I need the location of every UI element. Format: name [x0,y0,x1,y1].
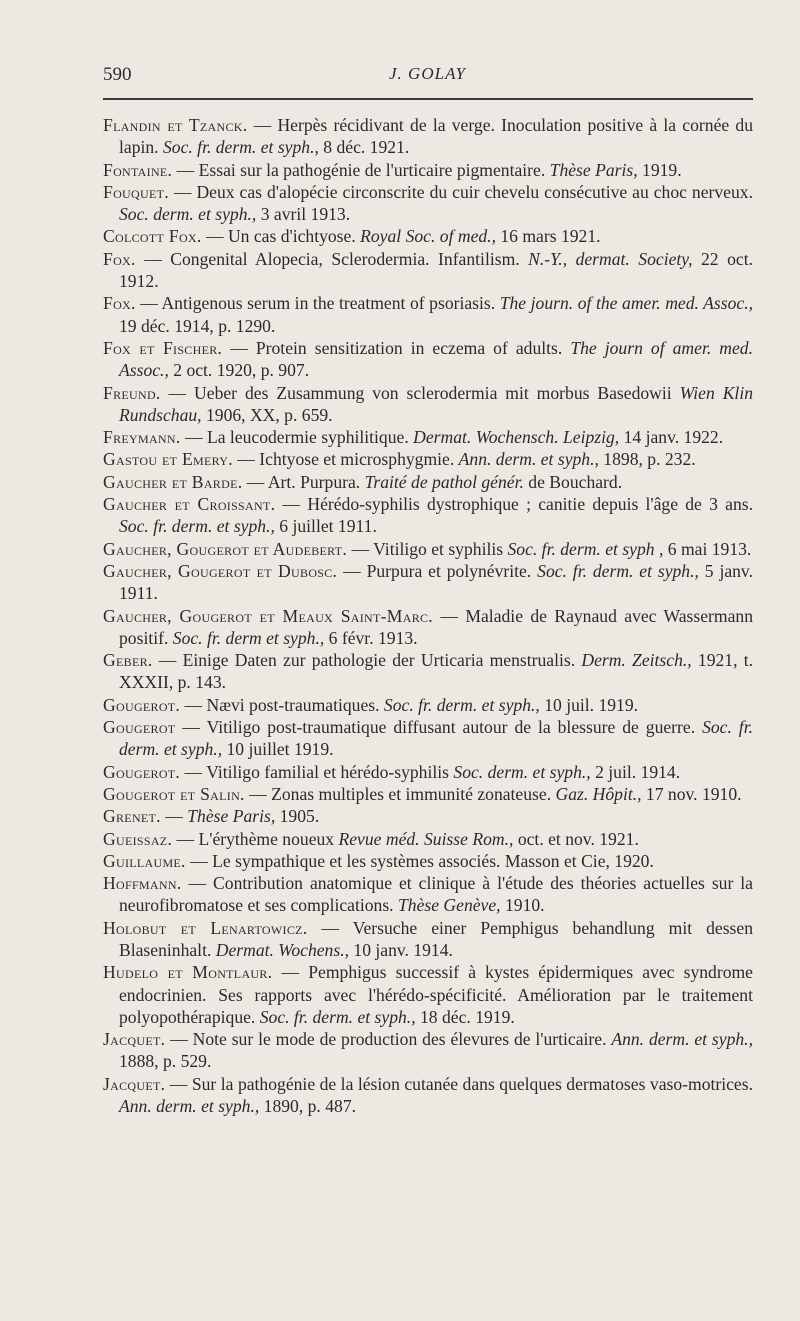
bibliography-entry [103,649,753,694]
entry-details: 17 nov. 1910. [641,783,742,804]
bibliography-entry [103,917,753,962]
entry-source: Gaz. Hôpit., [555,783,642,804]
entry-source: Soc. fr. derm. et syph. [162,137,315,158]
entry-title: — Vitiligo et syphilis [347,538,508,559]
entry-title: — Le sympathique et les systèmes associés. Masson et Cie, 1920. [185,850,654,871]
entry-author: Fouquet. [103,181,169,202]
bibliography-entry [103,181,753,226]
entry-title: — La leucodermie syphilitique. [180,427,414,448]
entry-author: Hudelo et Montlaur. [103,962,273,983]
entry-source: N.-Y., dermat. Society, [528,248,693,269]
entry-source: Soc. fr. derm. et syph., [119,717,753,760]
entry-author: Fox. [103,248,136,269]
entry-author: Gougerot et Salin. [103,783,245,804]
entry-source: Wien Klin Rundschau, [119,382,754,425]
entry-details: 1921, t. XXXII, p. 143. [119,650,753,693]
page-number: 590 [103,64,132,85]
entry-title: — Art. Purpura. [242,471,365,492]
bibliography-entry [103,382,753,427]
entry-source: Royal Soc. of med., [360,226,496,247]
entry-author: Gastou et Emery. [103,449,233,470]
entry-details: 3 avril 1913. [256,204,351,225]
entry-title: — Vitiligo familial et hérédo-syphilis [180,761,454,782]
header-rule [103,98,753,100]
entry-details: 6 juillet 1911. [274,516,377,537]
entry-details: 2 oct. 1920, p. 907. [168,360,310,381]
entry-title: — Purpura et polynévrite. [337,560,538,581]
entry-details: 22 oct. 1912. [119,248,753,292]
bibliography-entry [103,538,753,560]
entry-title: — Essai sur la pathogénie de l'urticaire pigmentaire. [172,159,550,180]
entry-details: 1910. [500,895,545,916]
bibliography-entry [103,426,753,448]
entry-title: — Maladie de Raynaud avec Wassermann positif. [119,605,753,648]
entry-title: — Pemphigus successif à kystes épidermiques avec syndrome endocrinien. Ses rapports avec l'hérédo-spécificité. Amélioration par le traitement polyopothérapique. [119,962,753,1027]
entry-title: — Zonas multiples et immunité zonateuse. [244,783,556,804]
entry-details: 10 janv. 1914. [349,939,453,960]
entry-title: — Congenital Alopecia, Sclerodermia. Infantilism. [135,248,529,269]
entry-source: Ann. derm. et syph., [611,1029,753,1050]
entry-author: Fox et Fischer. [103,337,223,358]
entry-title: — Ichtyose et microsphygmie. [232,449,459,470]
entry-details: 2 juil. 1914. [590,761,681,782]
bibliography-entry [103,1028,753,1073]
entry-author: Freund. [103,382,161,403]
entry-title: — Nævi post-traumatiques. [180,694,384,715]
entry-source: Thèse Genève, [397,895,501,916]
entry-details: 14 janv. 1922. [619,427,724,448]
entry-title: — Hérédo-syphilis dystrophique ; canitie depuis l'âge de 3 ans. [275,494,753,515]
entry-author: Gaucher, Gougerot et Meaux Saint-Marc. [103,605,434,626]
entry-source: Dermat. Wochensch. Leipzig, [413,427,620,448]
entry-details: 6 mai 1913. [663,538,752,559]
entry-author: Gougerot. [103,694,181,715]
bibliography-entry [103,828,753,850]
entry-source: Traité de pathol génér. [364,471,524,492]
entry-author: Gougerot [103,717,176,738]
entry-details: 5 janv. 1911. [119,560,753,604]
entry-author: Holobut et Lenartowicz. [103,917,308,938]
bibliography-entry [103,694,753,716]
bibliography-entry [103,805,753,827]
entry-source: The journ. of the amer. med. Assoc., [499,293,753,314]
entry-source: Ann. derm. et syph., [458,449,599,470]
entry-author: Grenet. [103,806,161,827]
entry-title: — Herpès récidivant de la verge. Inoculation positive à la cornée du lapin. [119,115,753,158]
entry-source: Soc. fr. derm. et syph., [119,516,275,537]
page-header [103,64,752,94]
entry-details: 1888, p. 529. [119,1051,212,1072]
entry-author: Gaucher et Barde. [103,471,243,492]
entry-source: Revue méd. Suisse Rom., [338,828,514,849]
entry-author: Geber. [103,650,153,671]
entry-source: Soc. derm. et syph., [453,761,591,782]
entry-title: — Protein sensitization in eczema of adults. [222,337,571,358]
entry-author: Flandin et Tzanck. [103,115,248,135]
entry-title: — Einige Daten zur pathologie der Urticaria menstrualis. [152,650,582,671]
entry-title: — Note sur le mode de production des élevures de l'urticaire. [165,1029,612,1050]
bibliography-entry [103,605,753,650]
entry-title: — Vitiligo post-traumatique diffusant autour de la blessure de guerre. [175,717,703,738]
entry-details: 1890, p. 487. [259,1096,357,1117]
bibliography-entry [103,1073,753,1118]
running-title: J. GOLAY [389,64,466,83]
entry-title: — L'érythème noueux [172,828,339,849]
bibliography-entry [103,761,753,783]
entry-title: — Un cas d'ichtyose. [201,226,361,247]
entry-title: — Deux cas d'alopécie circonscrite du cuir chevelu consécutive au choc nerveux. [168,181,753,202]
entry-source: Derm. Zeitsch., [581,650,692,671]
entry-details: 1906, XX, p. 659. [201,404,333,425]
entry-author: Fontaine. [103,159,173,180]
bibliography-entry [103,471,753,493]
entry-source: Thèse Paris, [549,159,638,180]
bibliography-entry [103,292,753,337]
entry-author: Gaucher, Gougerot et Audebert. [103,538,348,559]
entry-title: — Sur la pathogénie de la lésion cutanée dans quelques dermatoses vaso-motrices. [165,1073,753,1094]
entry-title: — Ueber des Zusammung von sclerodermia mit morbus Basedowii [160,382,680,403]
bibliography-entry [103,560,753,605]
entry-author: Jacquet. [103,1073,166,1094]
entry-details: 16 mars 1921. [495,226,601,247]
entry-source: Ann. derm. et syph., [119,1096,260,1117]
entry-author: Gaucher, Gougerot et Dubosc. [103,560,338,581]
entry-details: , 8 déc. 1921. [314,137,410,158]
entry-details: 6 févr. 1913. [324,627,418,648]
entry-author: Freymann. [103,427,181,448]
entry-details: 10 juil. 1919. [539,694,639,715]
bibliography-entry [103,114,753,159]
entry-source: Soc. fr. derm. et syph , [507,538,664,559]
bibliography-entry [103,783,753,805]
bibliography-entry [103,159,753,181]
bibliography-entry [103,448,753,470]
bibliography-entry [103,872,753,917]
bibliography-entry [103,248,753,293]
entry-details: 19 déc. 1914, p. 1290. [119,315,276,336]
entry-title: — [160,806,188,827]
entry-source: Soc. fr. derm. et syph., [259,1006,416,1027]
entry-author: Colcott Fox. [103,226,202,247]
entry-title: — Versuche einer Pemphigus behandlung mit dessen Blaseninhalt. [119,917,753,960]
entry-details: 1919. [637,159,682,180]
entry-source: Soc. fr. derm et syph., [172,627,325,648]
entry-author: Guillaume. [103,850,186,871]
entry-details: 10 juillet 1919. [222,739,334,760]
bibliography-entry [103,961,753,1028]
bibliography-entry [103,225,753,247]
bibliography-list [103,114,753,1117]
entry-details: 1905. [275,806,320,827]
entry-details: 18 déc. 1919. [415,1006,515,1027]
entry-author: Gueissaz. [103,828,173,849]
bibliography-entry [103,337,753,382]
entry-details: oct. et nov. 1921. [513,828,639,849]
bibliography-entry [103,716,753,761]
bibliography-entry [103,493,753,538]
entry-source: Thèse Paris, [187,806,276,827]
entry-author: Gaucher et Croissant. [103,494,276,515]
entry-author: Fox. [103,293,136,314]
entry-source: Soc. fr. derm. et syph., [537,560,699,581]
entry-author: Jacquet. [103,1029,166,1050]
entry-title: — Contribution anatomique et clinique à l'étude des théories actuelles sur la neurofibromatose et ses complications. [119,873,753,916]
entry-source: The journ of amer. med. Assoc., [119,337,753,381]
entry-details: de Bouchard. [523,471,623,492]
entry-source: Dermat. Wochens., [215,939,349,960]
entry-source: Soc. derm. et syph., [119,204,257,225]
entry-source: Soc. fr. derm. et syph., [383,694,540,715]
bibliography-entry [103,850,753,872]
entry-title: — Antigenous serum in the treatment of psoriasis. [135,293,500,314]
entry-author: Hoffmann. [103,873,182,894]
entry-details: 1898, p. 232. [598,449,696,470]
entry-author: Gougerot. [103,761,181,782]
